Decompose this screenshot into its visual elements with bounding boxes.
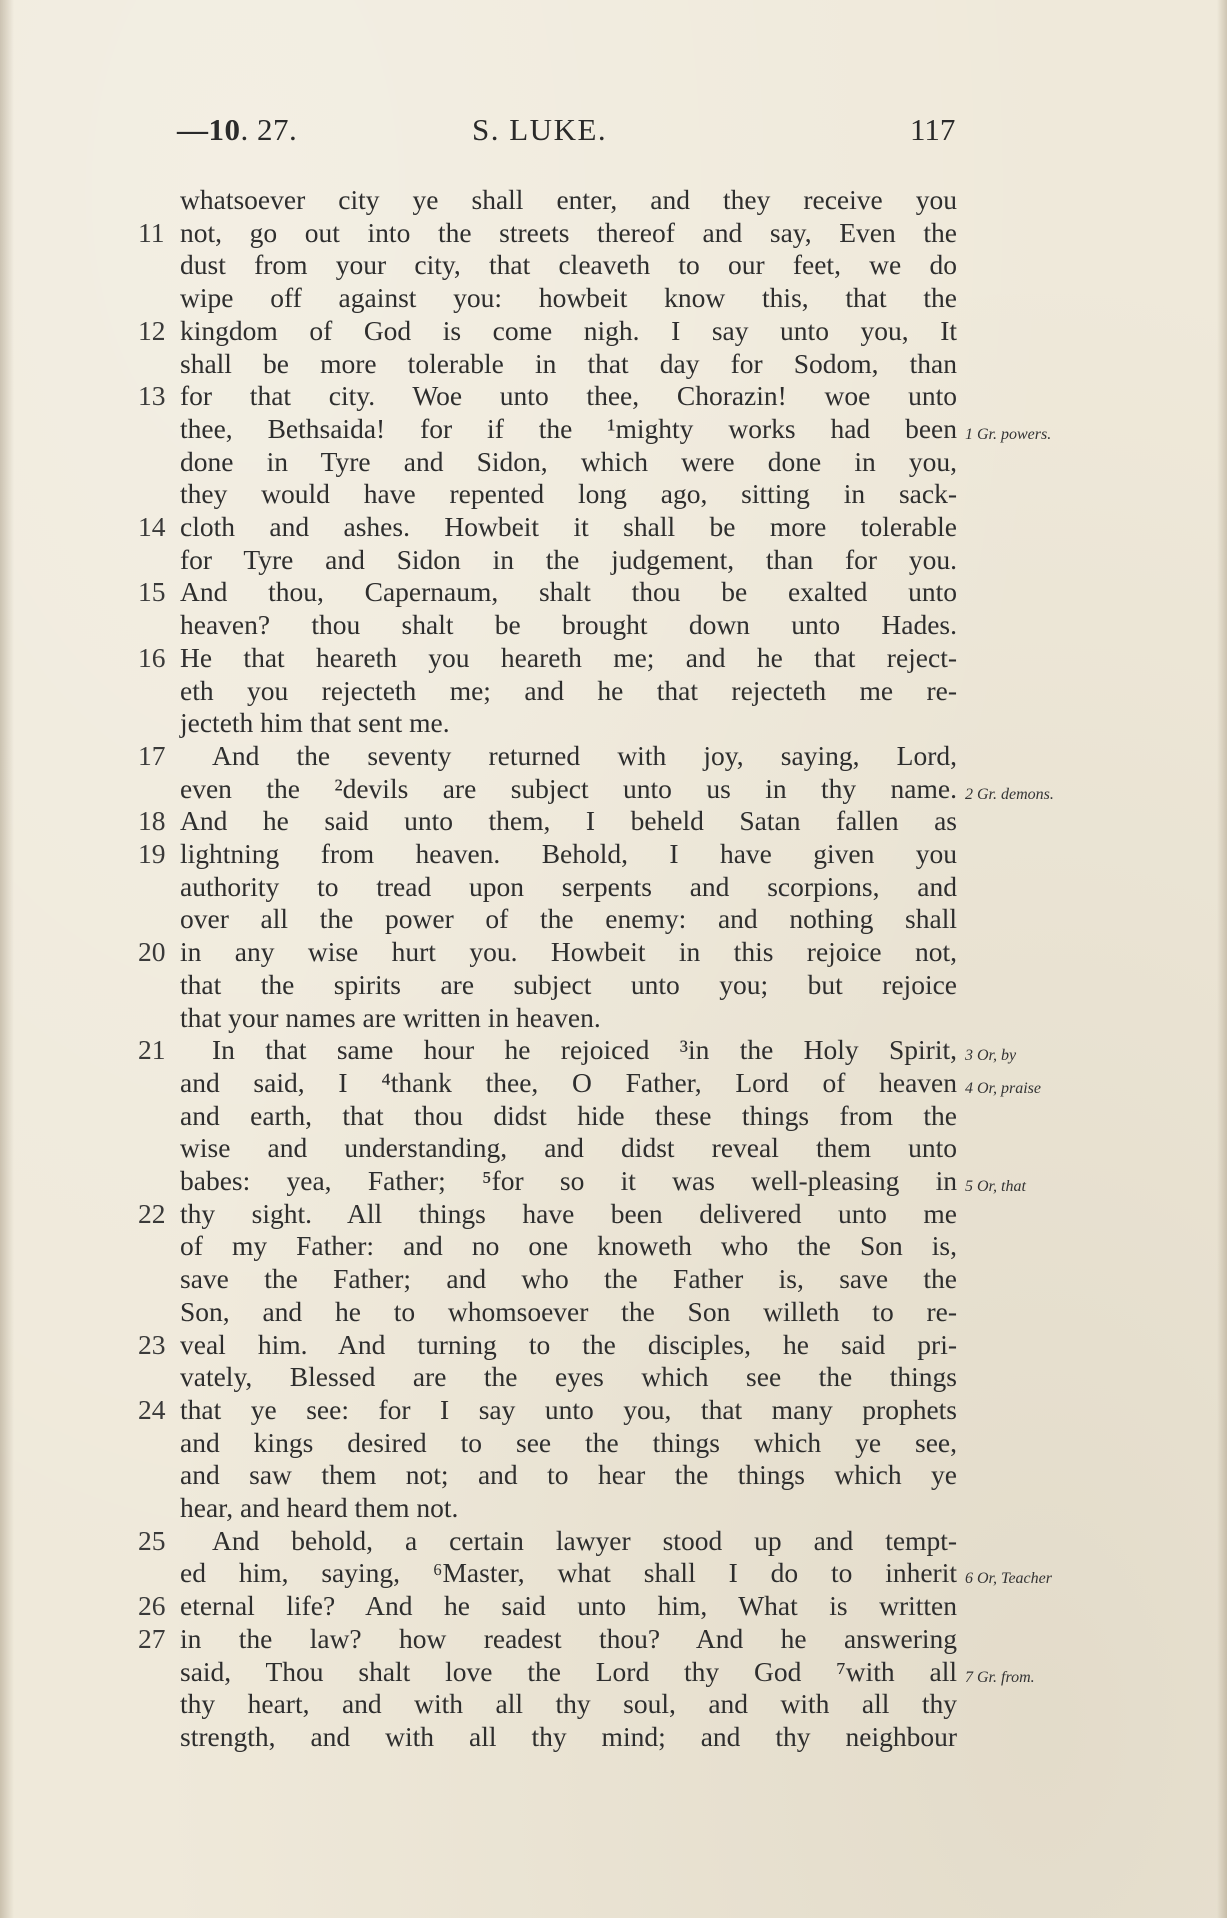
line-text: that the spirits are subject unto you; but rejoice <box>180 968 957 1000</box>
line-text: thy sight. All things have been delivered unto me <box>180 1197 957 1229</box>
text-line <box>0 1067 1227 1099</box>
line-text: done in Tyre and Sidon, which were done in you, <box>180 445 957 477</box>
line-text: heaven? thou shalt be brought down unto Hades. <box>180 609 957 641</box>
line-text: and kings desired to see the things which ye see, <box>180 1426 957 1458</box>
marginal-note: 5 Or, that <box>965 1178 1026 1195</box>
text-line <box>0 315 1227 347</box>
marginal-note: 1 Gr. powers. <box>965 425 1052 443</box>
text-line <box>0 675 1227 707</box>
text-line <box>0 707 1227 739</box>
running-header <box>0 112 1227 158</box>
line-text: not, go out into the streets thereof and say, Even the <box>180 216 957 248</box>
text-line <box>0 1492 1227 1524</box>
verse-number: 11 <box>138 216 165 248</box>
text-line <box>0 838 1227 870</box>
verse-number: 24 <box>138 1393 166 1425</box>
line-text: and said, I ⁴thank thee, O Father, Lord of heaven <box>180 1066 957 1098</box>
verse-number: 18 <box>138 805 166 837</box>
verse-number: 13 <box>138 380 166 412</box>
line-text: in the law? how readest thou? And he answering <box>180 1622 957 1654</box>
text-line <box>0 1427 1227 1459</box>
marginal-note: 2 Gr. demons. <box>965 785 1054 803</box>
text-line <box>0 1100 1227 1132</box>
verse-number: 14 <box>138 511 166 542</box>
verse-number: 16 <box>138 641 166 673</box>
page-number: 117 <box>910 112 956 147</box>
line-text: and saw them not; and to hear the things which ye <box>180 1459 957 1491</box>
line-text: even the ²devils are subject unto us in thy name. <box>180 772 957 804</box>
verse-number: 15 <box>138 576 166 608</box>
line-text: of my Father: and no one knoweth who the Son is, <box>180 1230 957 1262</box>
line-text: wise and understanding, and didst reveal them unto <box>180 1132 957 1164</box>
line-text: jecteth him that sent me. <box>180 707 450 739</box>
text-line <box>0 1623 1227 1655</box>
text-line <box>0 903 1227 935</box>
text-line <box>0 576 1227 608</box>
text-line <box>0 1198 1227 1230</box>
line-text: hear, and heard them not. <box>180 1492 459 1523</box>
line-text: they would have repented long ago, sitting in sack- <box>180 478 957 510</box>
text-line <box>0 1361 1227 1393</box>
text-line <box>0 1525 1227 1557</box>
line-text: over all the power of the enemy: and nothing shall <box>180 903 957 935</box>
line-text: And the seventy returned with joy, saying, Lord, <box>212 739 957 771</box>
line-text: lightning from heaven. Behold, I have given you <box>180 838 957 869</box>
verse-number: 21 <box>138 1034 166 1066</box>
verse-number: 20 <box>138 936 166 968</box>
line-text: save the Father; and who the Father is, save the <box>180 1263 957 1295</box>
text-line <box>0 380 1227 412</box>
text-line <box>0 1394 1227 1426</box>
text-line <box>0 446 1227 478</box>
line-text: In that same hour he rejoiced ³in the Holy Spirit, <box>212 1034 957 1066</box>
line-text: And he said unto them, I beheld Satan fallen as <box>180 805 957 837</box>
text-line <box>0 773 1227 805</box>
verse-number: 19 <box>138 838 166 869</box>
line-text: ed him, saying, ⁶Master, what shall I do to inherit <box>180 1557 957 1589</box>
text-line <box>0 609 1227 641</box>
text-line <box>0 478 1227 510</box>
line-text: shall be more tolerable in that day for Sodom, than <box>180 347 957 379</box>
text-line <box>0 1656 1227 1688</box>
line-text: kingdom of God is come nigh. I say unto you, It <box>180 314 957 346</box>
line-text: He that heareth you heareth me; and he that reject- <box>180 641 957 673</box>
text-line <box>0 1034 1227 1066</box>
text-line <box>0 1721 1227 1753</box>
line-text: thee, Bethsaida! for if the ¹mighty works had been <box>180 412 957 444</box>
text-line <box>0 642 1227 674</box>
text-line <box>0 1002 1227 1034</box>
text-line <box>0 249 1227 281</box>
book-title: S. LUKE. <box>472 112 608 147</box>
verse-number: 27 <box>138 1622 166 1654</box>
line-text: said, Thou shalt love the Lord thy God ⁷with all <box>180 1655 957 1687</box>
line-text: wipe off against you: howbeit know this, that the <box>180 282 957 314</box>
text-line <box>0 1165 1227 1197</box>
text-line <box>0 1263 1227 1295</box>
text-line <box>0 511 1227 543</box>
verse-number: 12 <box>138 314 166 346</box>
line-text: and earth, that thou didst hide these things from the <box>180 1099 957 1131</box>
line-text: cloth and ashes. Howbeit it shall be more tolerable <box>180 511 957 542</box>
line-text: strength, and with all thy mind; and thy neighbour <box>180 1720 957 1752</box>
verse-number: 25 <box>138 1524 166 1556</box>
line-text: veal him. And turning to the disciples, he said pri- <box>180 1328 957 1360</box>
line-text: in any wise hurt you. Howbeit in this rejoice not, <box>180 936 957 968</box>
text-line <box>0 969 1227 1001</box>
text-line <box>0 348 1227 380</box>
text-line <box>0 1329 1227 1361</box>
text-line <box>0 282 1227 314</box>
line-text: whatsoever city ye shall enter, and they receive you <box>180 184 957 215</box>
text-line <box>0 217 1227 249</box>
line-text: And behold, a certain lawyer stood up and tempt- <box>212 1524 957 1556</box>
marginal-note: 3 Or, by <box>965 1047 1017 1065</box>
verse-number: 22 <box>138 1197 166 1229</box>
line-text: Son, and he to whomsoever the Son willeth to re- <box>180 1295 957 1327</box>
line-text: eternal life? And he said unto him, What is written <box>180 1590 957 1622</box>
text-line <box>0 1590 1227 1622</box>
text-line <box>0 1688 1227 1720</box>
text-line <box>0 1296 1227 1328</box>
text-line <box>0 1459 1227 1491</box>
verse-number: 17 <box>138 739 166 771</box>
line-text: for Tyre and Sidon in the judgement, than for you. <box>180 543 957 575</box>
text-line <box>0 1557 1227 1589</box>
text-line <box>0 544 1227 576</box>
verse-number: 23 <box>138 1328 166 1360</box>
verse-range-chapter: —10 <box>177 112 241 147</box>
text-line <box>0 1132 1227 1164</box>
line-text: vately, Blessed are the eyes which see the things <box>180 1361 957 1393</box>
text-line <box>0 1230 1227 1262</box>
verse-range <box>177 112 297 148</box>
verse-range-verse: . 27. <box>240 112 298 147</box>
text-line <box>0 740 1227 772</box>
text-line <box>0 413 1227 445</box>
text-line <box>0 871 1227 903</box>
text-line <box>0 184 1227 216</box>
line-text: eth you rejecteth me; and he that rejecteth me re- <box>180 674 957 706</box>
line-text: that ye see: for I say unto you, that many prophets <box>180 1393 957 1425</box>
line-text: babes: yea, Father; ⁵for so it was well-pleasing in <box>180 1165 957 1196</box>
marginal-note: 7 Gr. from. <box>965 1668 1035 1686</box>
line-text: thy heart, and with all thy soul, and with all thy <box>180 1688 957 1720</box>
line-text: authority to tread upon serpents and scorpions, and <box>180 870 957 902</box>
text-line <box>0 805 1227 837</box>
line-text: that your names are written in heaven. <box>180 1001 601 1033</box>
line-text: for that city. Woe unto thee, Chorazin! woe unto <box>180 380 957 412</box>
line-text: dust from your city, that cleaveth to our feet, we do <box>180 249 957 281</box>
line-text: And thou, Capernaum, shalt thou be exalted unto <box>180 576 957 608</box>
marginal-note: 6 Or, Teacher <box>965 1570 1052 1588</box>
marginal-note: 4 Or, praise <box>965 1079 1042 1097</box>
text-line <box>0 936 1227 968</box>
verse-number: 26 <box>138 1590 166 1622</box>
